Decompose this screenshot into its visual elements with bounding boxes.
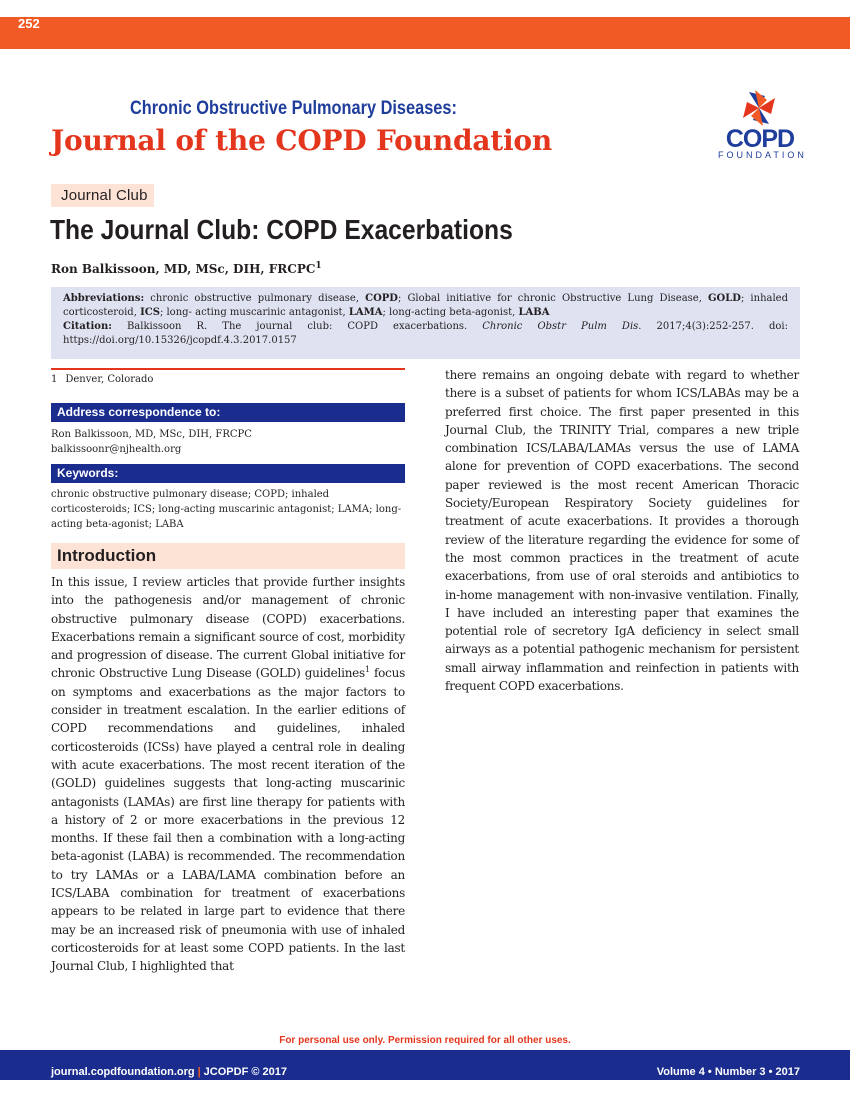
- intro-text-cont: focus on symptoms and exacerbations as the major factors to consider in treatment escalation. In the earlier editions of COPD recommendations and guidelines, inhaled corticosteroids (ICSs) have played a central role in dealing with acute exacerbations. The most recent iteration of the (GOLD) guidelines suggests that long-acting muscarinic antagonists (LAMAs) are first line therapy for patients with a history of 2 or more exacerbations in the previous 12 months. If these fail then a combination with a long-acting beta-agonist (LABA) is recommended. The recommendation to try LAMAs or a LABA/LAMA combination before an ICS/LABA combination for treatment of exacerbations appears to be related in large part to evidence that there may be an increased risk of pneumonia with use of inhaled corticosteroids for at least some COPD patients. In the last Journal Club, I highlighted that: [51, 666, 405, 974]
- affiliation-number: 1: [51, 374, 58, 385]
- abbrev-text: ; long- acting muscarinic antagonist,: [159, 307, 349, 318]
- abbrev-term: ICS: [140, 307, 160, 318]
- abbrev-term: COPD: [365, 293, 398, 304]
- intro-text: In this issue, I review articles that provide further insights into the pathogenesis and/or management of chronic obstructive pulmonary disease (COPD) exacerbations. Exacerbations remain a significant source of cost, morbidity and progression of disease. The current Global initiative for chronic Obstructive Lung Disease (GOLD) guidelines: [51, 575, 405, 681]
- divider: [51, 368, 405, 370]
- page-number: 252: [18, 16, 40, 31]
- footer-volume: Volume 4 • Number 3 • 2017: [656, 1066, 800, 1078]
- reference-mark: 1: [364, 665, 370, 675]
- abbreviations-box: [51, 287, 800, 359]
- journal-subtitle: Chronic Obstructive Pulmonary Diseases:: [130, 98, 457, 119]
- affiliation-text: Denver, Colorado: [65, 374, 154, 385]
- abbrev-text: ; Global initiative for chronic Obstructive Lung Disease,: [397, 293, 708, 304]
- logo-wordmark: COPD: [725, 125, 795, 153]
- abbrev-text: ; inhaled corticosteroid,: [63, 293, 788, 318]
- correspondence-name: Ron Balkissoon, MD, MSc, DIH, FRCPC: [51, 429, 252, 440]
- citation-doi-link[interactable]: . 2017;4(3):252-257. doi: https://doi.org/10.15326/jcopdf.4.3.2017.0157: [63, 321, 788, 346]
- citation-text: Balkissoon R. The journal club: COPD exacerbations.: [111, 321, 483, 332]
- abbrev-term: LAMA: [348, 307, 383, 318]
- correspondence-email-link[interactable]: balkissoonr@njhealth.org: [51, 444, 182, 455]
- introduction-left-column: [51, 573, 405, 976]
- footer-bar: [0, 1050, 850, 1080]
- correspondence-heading: Address correspondence to:: [51, 403, 405, 422]
- article-title: The Journal Club: COPD Exacerbations: [50, 214, 513, 245]
- author-names: Ron Balkissoon, MD, MSc, DIH, FRCPC: [51, 262, 316, 276]
- footer-url-link[interactable]: journal.copdfoundation.org: [51, 1066, 195, 1078]
- logo-subtext: FOUNDATION: [718, 150, 807, 160]
- citation-journal: Chronic Obstr Pulm Dis: [482, 321, 639, 332]
- introduction-right-column: there remains an ongoing debate with regard to whether there is a subset of patients for whom ICS/LABAs may be a preferred first choice. The first paper presented in this Journal Club, the TRINITY Trial, compares a new triple combination ICS/LABA/LAMAs versus the use of LAMA alone for prevention of COPD exacerbations. The second paper reviewed is the most recent American Thoracic Society/European Respiratory Society guidelines for treatment of acute exacerbations. It provides a thorough review of the literature regarding the evidence for some of the most common practices in the treatment of acute exacerbations, from use of oral steroids and antibiotics to in-home management with non-invasive ventilation. Finally, I have included an interesting paper that examines the potential role of secretory IgA deficiency in select small airways as a potential pathogenic mechanism for persistent small airway inflammation and reinfection in patients with frequent COPD exacerbations.: [445, 368, 799, 694]
- introduction-heading: Introduction: [51, 543, 405, 569]
- section-tag: Journal Club: [51, 184, 154, 207]
- journal-title: Journal of the COPD Foundation: [51, 124, 553, 157]
- citation: [63, 320, 788, 348]
- footer-journal: JCOPDF © 2017: [203, 1066, 287, 1078]
- keywords-heading: Keywords:: [51, 464, 405, 483]
- affiliation: [51, 374, 153, 385]
- author-line: [51, 261, 322, 276]
- abbrev-term: LABA: [518, 307, 550, 318]
- abbrev-text: ; long-acting beta-agonist,: [382, 307, 519, 318]
- correspondence-block: [51, 427, 405, 457]
- top-bar: [0, 17, 850, 49]
- abbreviations-label: Abbreviations:: [63, 293, 145, 304]
- keywords-text: chronic obstructive pulmonary disease; COPD; inhaled corticosteroids; ICS; long-acting muscarinic antagonist; LAMA; long-acting beta-agonist; LABA: [51, 489, 402, 530]
- footer-left: [51, 1066, 287, 1078]
- abbrev-term: GOLD: [708, 293, 741, 304]
- footer-separator: |: [197, 1066, 201, 1078]
- author-affiliation-mark: 1: [315, 261, 322, 271]
- citation-label: Citation:: [63, 321, 112, 332]
- abbrev-text: chronic obstructive pulmonary disease,: [144, 293, 366, 304]
- abbreviations: [63, 292, 788, 320]
- permission-notice: For personal use only. Permission required for all other uses.: [279, 1035, 571, 1046]
